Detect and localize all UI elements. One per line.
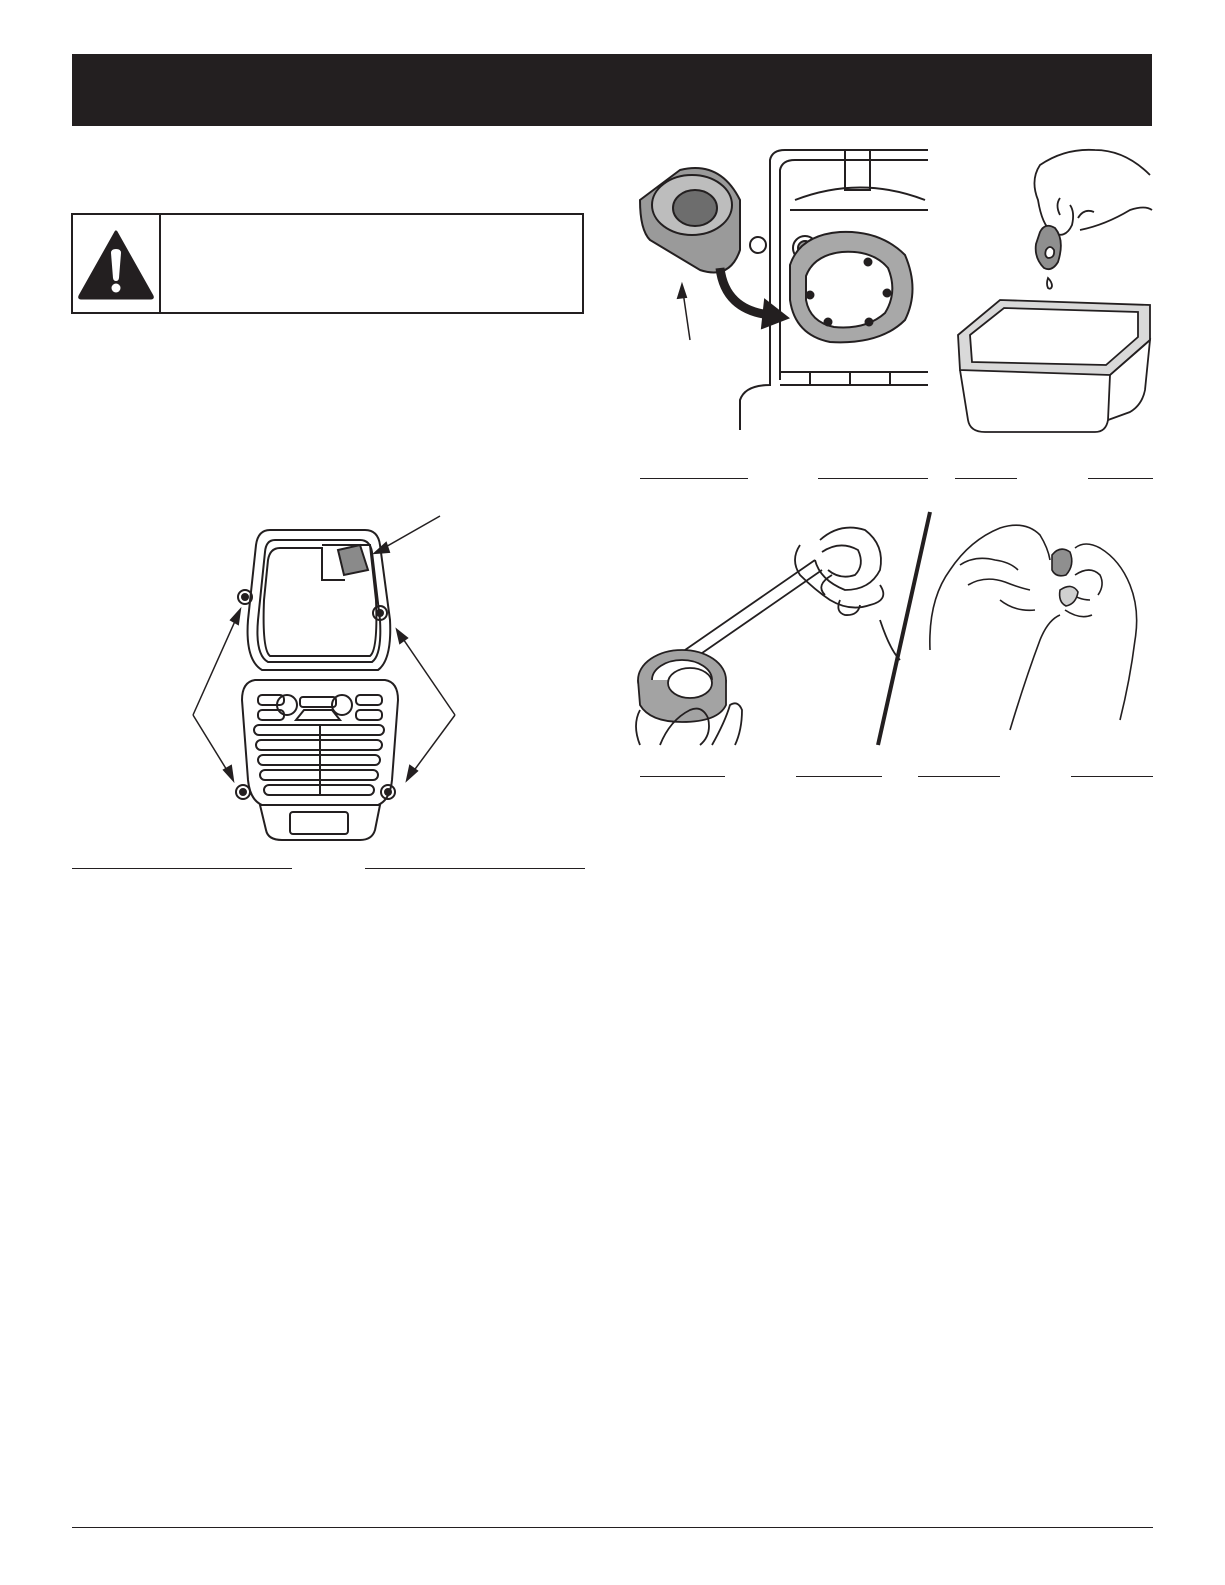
caption-rule: [818, 478, 928, 479]
caption-rule: [72, 868, 292, 869]
filter-removal-icon: [632, 140, 932, 440]
caption-rule: [365, 868, 585, 869]
oil-squeeze-icon: [950, 140, 1155, 440]
hand-squeeze-icon: [915, 510, 1155, 740]
air-filter-cover-icon: [180, 505, 470, 845]
warning-box: [71, 213, 584, 314]
section-header-bar: [72, 54, 1152, 126]
caption-rule: [796, 776, 882, 777]
caption-rule: [640, 478, 748, 479]
caption-rule: [918, 776, 1000, 777]
warning-icon-cell: [73, 215, 161, 312]
caption-rule: [955, 478, 1017, 479]
caption-rule: [1071, 776, 1153, 777]
air-filter-cover-figure: [180, 505, 470, 845]
caption-rule: [1088, 478, 1153, 479]
warning-triangle-icon: [76, 228, 156, 300]
caption-rule: [640, 776, 725, 777]
footer-rule: [72, 1527, 1153, 1528]
filter-removal-figure: [632, 140, 932, 440]
filter-squeezing-figure: [915, 510, 1155, 740]
filter-oiling-figure: [950, 140, 1155, 440]
